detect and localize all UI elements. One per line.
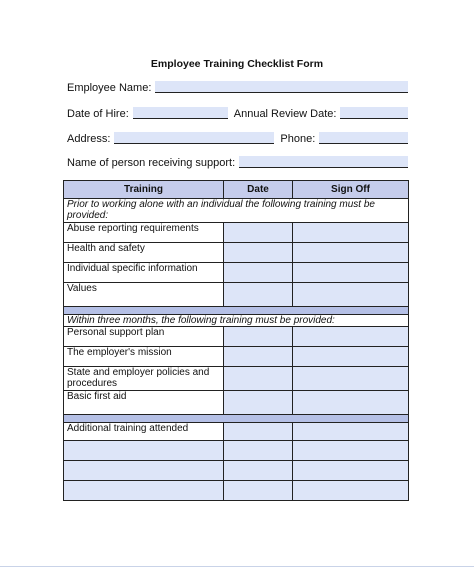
employee-name-label: Employee Name: xyxy=(67,82,152,94)
sign-off-cell[interactable] xyxy=(293,391,409,415)
date-cell[interactable] xyxy=(224,423,293,441)
sign-off-cell[interactable] xyxy=(293,347,409,367)
address-label: Address: xyxy=(67,133,111,145)
sign-off-cell[interactable] xyxy=(293,441,409,461)
sign-off-cell[interactable] xyxy=(293,327,409,347)
employee-name-row xyxy=(67,82,408,94)
training-item: Health and safety xyxy=(64,243,224,263)
date-cell[interactable] xyxy=(224,223,293,243)
person-receiving-support-label: Name of person receiving support: xyxy=(67,157,236,169)
training-item: Personal support plan xyxy=(64,327,224,347)
form-title: Employee Training Checklist Form xyxy=(150,58,324,70)
date-cell[interactable] xyxy=(224,327,293,347)
date-of-hire-field[interactable] xyxy=(133,107,228,119)
training-checklist-table xyxy=(63,180,409,501)
sign-off-cell[interactable] xyxy=(293,263,409,283)
date-cell[interactable] xyxy=(224,461,293,481)
date-column-header: Date xyxy=(224,181,293,199)
phone-field[interactable] xyxy=(319,132,408,144)
section-separator xyxy=(64,415,409,423)
table-row xyxy=(64,391,409,415)
table-row xyxy=(64,441,409,461)
date-cell[interactable] xyxy=(224,347,293,367)
sign-off-cell[interactable] xyxy=(293,461,409,481)
date-cell[interactable] xyxy=(224,391,293,415)
section2-note: Within three months, the following training must be provided: xyxy=(64,315,409,327)
bottom-rule xyxy=(0,566,474,567)
table-row xyxy=(64,347,409,367)
table-row xyxy=(64,367,409,391)
sign-off-cell[interactable] xyxy=(293,367,409,391)
table-row xyxy=(64,223,409,243)
sign-off-cell[interactable] xyxy=(293,283,409,307)
separator-cell xyxy=(64,307,409,315)
date-cell[interactable] xyxy=(224,481,293,501)
training-item: Abuse reporting requirements xyxy=(64,223,224,243)
sign-off-cell[interactable] xyxy=(293,243,409,263)
training-blank-cell[interactable] xyxy=(64,461,224,481)
section1-note: Prior to working alone with an individual the following training must be provided: xyxy=(64,199,409,223)
training-column-header: Training xyxy=(64,181,224,199)
sign-off-cell[interactable] xyxy=(293,223,409,243)
sign-off-cell[interactable] xyxy=(293,481,409,501)
training-item: Individual specific information xyxy=(64,263,224,283)
date-cell[interactable] xyxy=(224,243,293,263)
section1-note-row xyxy=(64,199,409,223)
additional-training-row xyxy=(64,423,409,441)
sign-off-column-header: Sign Off xyxy=(293,181,409,199)
table-header-row xyxy=(64,181,409,199)
training-item: State and employer policies and procedures xyxy=(64,367,224,391)
section-separator xyxy=(64,307,409,315)
training-blank-cell[interactable] xyxy=(64,441,224,461)
person-support-row xyxy=(67,157,408,169)
table-row xyxy=(64,283,409,307)
address-phone-row xyxy=(67,133,408,145)
table-row xyxy=(64,243,409,263)
table-row xyxy=(64,327,409,347)
table-row xyxy=(64,481,409,501)
table-row xyxy=(64,263,409,283)
separator-cell xyxy=(64,415,409,423)
date-cell[interactable] xyxy=(224,283,293,307)
training-item: Values xyxy=(64,283,224,307)
hire-review-row xyxy=(67,108,408,120)
training-item: The employer's mission xyxy=(64,347,224,367)
sign-off-cell[interactable] xyxy=(293,423,409,441)
date-of-hire-label: Date of Hire: xyxy=(67,108,129,120)
phone-label: Phone: xyxy=(280,133,316,145)
address-field[interactable] xyxy=(114,132,274,144)
additional-training-label: Additional training attended xyxy=(64,423,224,441)
date-cell[interactable] xyxy=(224,263,293,283)
annual-review-date-label: Annual Review Date: xyxy=(233,108,337,120)
training-blank-cell[interactable] xyxy=(64,481,224,501)
date-cell[interactable] xyxy=(224,441,293,461)
section2-note-row xyxy=(64,315,409,327)
date-cell[interactable] xyxy=(224,367,293,391)
person-receiving-support-field[interactable] xyxy=(239,156,408,168)
annual-review-date-field[interactable] xyxy=(340,107,408,119)
employee-name-field[interactable] xyxy=(155,81,408,93)
table-row xyxy=(64,461,409,481)
training-item: Basic first aid xyxy=(64,391,224,415)
